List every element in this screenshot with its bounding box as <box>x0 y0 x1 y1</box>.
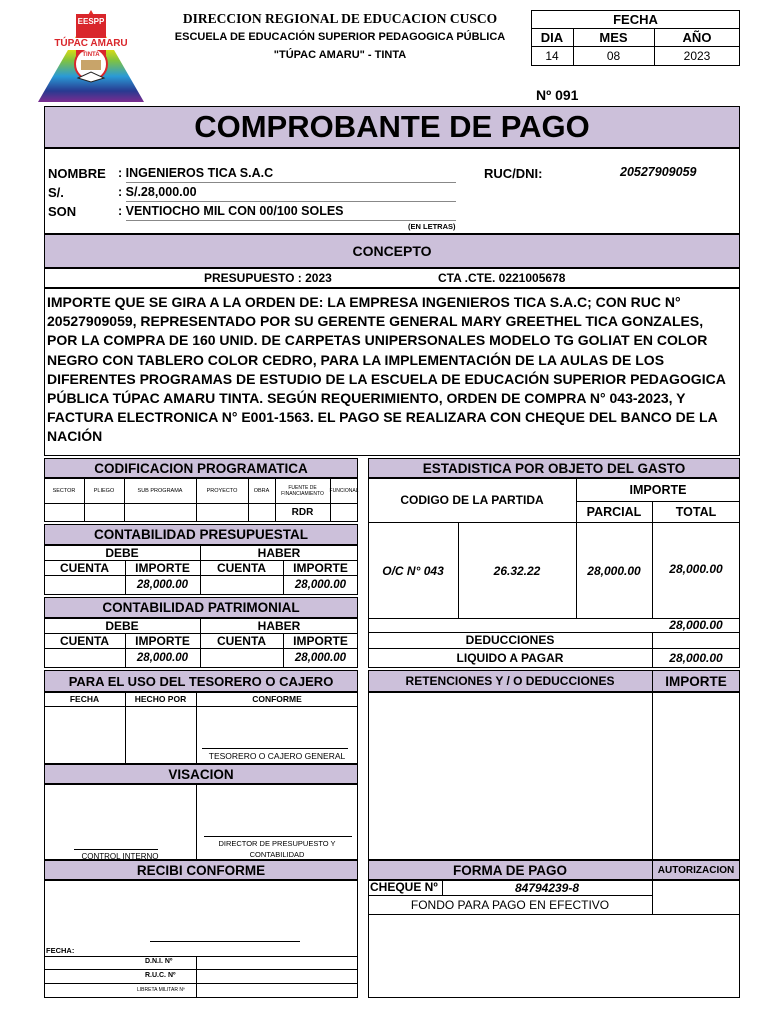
cp-haber-cuenta: CUENTA <box>216 560 267 575</box>
liquido-label: LIQUIDO A PAGAR <box>456 651 564 665</box>
pt-debe: DEBE <box>105 618 139 633</box>
row-total: 28,000.00 <box>669 562 723 576</box>
pt-debe-amount: 28,000.00 <box>136 652 189 664</box>
soles-value: : S/.28,000.00 <box>118 185 197 199</box>
row-parcial: 28,000.00 <box>587 564 641 578</box>
importe-header: IMPORTE <box>629 482 687 497</box>
en-letras-label: (EN LETRAS) <box>408 222 456 231</box>
director-line1: DIRECTOR DE PRESUPUESTO Y <box>218 838 336 848</box>
document-number: Nº 091 <box>536 87 579 103</box>
deducciones-label: DEDUCCIONES <box>465 633 555 647</box>
liquido-value: 28,000.00 <box>669 651 723 665</box>
recibi-ruc: R.U.C. Nº <box>145 972 176 979</box>
header-line2: ESCUELA DE EDUCACIÓN SUPERIOR PEDAGOGICA PÚBLICA <box>174 31 506 43</box>
presupuesto-text: PRESUPUESTO : 2023 <box>204 271 332 285</box>
retenciones-importe: IMPORTE <box>665 673 727 689</box>
fondo-label: FONDO PARA PAGO EN EFECTIVO <box>410 897 610 912</box>
tesorero-conforme: CONFORME <box>252 694 302 704</box>
cont-patrimonial-title: CONTABILIDAD PATRIMONIAL <box>102 600 300 615</box>
ruc-label: RUC/DNI: <box>484 166 543 181</box>
cp-haber-importe: IMPORTE <box>293 560 348 575</box>
col-proyecto: PROYECTO <box>206 487 238 494</box>
concepto-title: CONCEPTO <box>352 243 432 259</box>
cheque-label: CHEQUE Nº <box>370 880 438 894</box>
row-oc: O/C N° 043 <box>382 564 444 578</box>
page-title: COMPROBANTE DE PAGO <box>194 109 590 144</box>
dia-value: 14 <box>545 48 559 63</box>
total-header: TOTAL <box>675 504 717 519</box>
cont-presupuestal-title: CONTABILIDAD PRESUPUESTAL <box>93 527 308 542</box>
presupuesto-row <box>44 268 740 288</box>
visacion-title: VISACION <box>168 766 234 782</box>
header-line1: DIRECCION REGIONAL DE EDUCACION CUSCO <box>182 11 498 26</box>
retenciones-table <box>368 692 740 860</box>
logo-bottom-text: TINTA <box>82 52 100 58</box>
logo-mid-text: TÚPAC AMARU <box>54 38 128 49</box>
pt-haber-amount: 28,000.00 <box>294 652 347 664</box>
codificacion-title: CODIFICACION PROGRAMATICA <box>94 460 308 476</box>
sum-total: 28,000.00 <box>669 618 723 632</box>
col-fuente: FUENTE DE FINANCIAMIENTO <box>281 484 324 497</box>
header-line3: "TÚPAC AMARU" - TINTA <box>273 49 407 61</box>
col-sector: SECTOR <box>52 487 76 494</box>
codigo-header: CODIGO DE LA PARTIDA <box>400 493 544 507</box>
logo-top-text: EESPP <box>77 17 105 26</box>
mes-value: 08 <box>606 48 621 63</box>
autorizacion-label: AUTORIZACION <box>657 864 735 876</box>
pt-debe-importe: IMPORTE <box>135 633 190 648</box>
soles-label: S/. <box>48 185 64 200</box>
cp-debe: DEBE <box>105 545 139 560</box>
col-pliego: PLIEGO <box>93 487 115 494</box>
col-sub-programa: SUB PROGRAMA <box>137 487 183 494</box>
fecha-title: FECHA <box>613 11 658 27</box>
pt-haber-importe: IMPORTE <box>293 633 348 648</box>
tesorero-title: PARA EL USO DEL TESORERO O CAJERO <box>68 673 334 689</box>
son-value: : VENTIOCHO MIL CON 00/100 SOLES <box>118 204 344 218</box>
col-funcional: FUNCIONAL <box>329 487 359 494</box>
mes-label: MES <box>599 29 628 45</box>
estadistica-title: ESTADISTICA POR OBJETO DEL GASTO <box>422 460 686 476</box>
parcial-header: PARCIAL <box>586 504 642 519</box>
nombre-value: : INGENIEROS TICA S.A.C <box>118 166 274 180</box>
control-interno: CONTROL INTERNO <box>81 851 159 861</box>
row-code: 26.32.22 <box>493 564 541 578</box>
pt-haber: HABER <box>257 618 301 633</box>
ano-label: AÑO <box>682 29 712 45</box>
recibi-dni: D.N.I. Nº <box>145 958 173 965</box>
recibi-table <box>44 880 358 998</box>
ano-value: 2023 <box>683 48 711 63</box>
ruc-value: 20527909059 <box>620 165 697 179</box>
recibi-title: RECIBI CONFORME <box>136 862 266 878</box>
cp-haber: HABER <box>257 545 301 560</box>
recibi-libreta: LIBRETA MILITAR Nº <box>137 987 185 993</box>
director-line2: CONTABILIDAD <box>249 849 305 859</box>
tesorero-signature: TESORERO O CAJERO GENERAL <box>208 751 346 761</box>
pt-haber-cuenta: CUENTA <box>216 633 267 648</box>
institution-logo <box>36 8 146 104</box>
cp-haber-amount: 28,000.00 <box>294 579 347 591</box>
concepto-text: IMPORTE QUE SE GIRA A LA ORDEN DE: LA EMPRESA INGENIEROS TICA S.A.C; CON RUC N° 20527909059, REPRESENTADO POR SU GERENTE GENERAL MARY GREETHEL TICA GONZALES, POR LA COMPRA DE 160 UNID. DE CARPETAS UNIPERSONALES MODELO TG GOLIAT EN COLOR NEGRO CON TABLERO COLOR CEDRO, PARA LA IMPLEMENTACIÓN DE LA AULAS DE LOS DIFERENTES PROGRAMAS DE ESTUDIO DE LA ESCUELA DE EDUCACIÓN SUPERIOR PEDAGOGICA PÚBLICA TÚPAC AMARU TINTA. SEGÚN REQUERIMIENTO, ORDEN DE COMPRA N° 043-2023, Y FACTURA ELECTRONICA N° E001-1563. EL PAGO SE REALIZARA CON CHEQUE DEL BANCO DE LA NACIÓN <box>47 294 726 445</box>
retenciones-title: RETENCIONES Y / O DEDUCCIONES <box>405 674 615 688</box>
fuente-value: RDR <box>291 507 314 518</box>
forma-pago-title: FORMA DE PAGO <box>453 862 567 878</box>
dia-label: DIA <box>540 29 564 45</box>
cp-debe-cuenta: CUENTA <box>59 560 110 575</box>
cta-text: CTA .CTE. 0221005678 <box>438 271 566 285</box>
pt-debe-cuenta: CUENTA <box>59 633 110 648</box>
son-label: SON <box>48 204 77 219</box>
col-obra: OBRA <box>253 487 270 494</box>
cp-debe-importe: IMPORTE <box>135 560 190 575</box>
tesorero-fecha: FECHA <box>69 694 100 704</box>
cheque-value: 84794239-8 <box>514 880 580 895</box>
recibi-fecha: FECHA: <box>46 946 75 955</box>
tesorero-hecho-por: HECHO POR <box>134 694 187 704</box>
cp-debe-amount: 28,000.00 <box>136 579 189 591</box>
nombre-label: NOMBRE <box>48 166 106 181</box>
